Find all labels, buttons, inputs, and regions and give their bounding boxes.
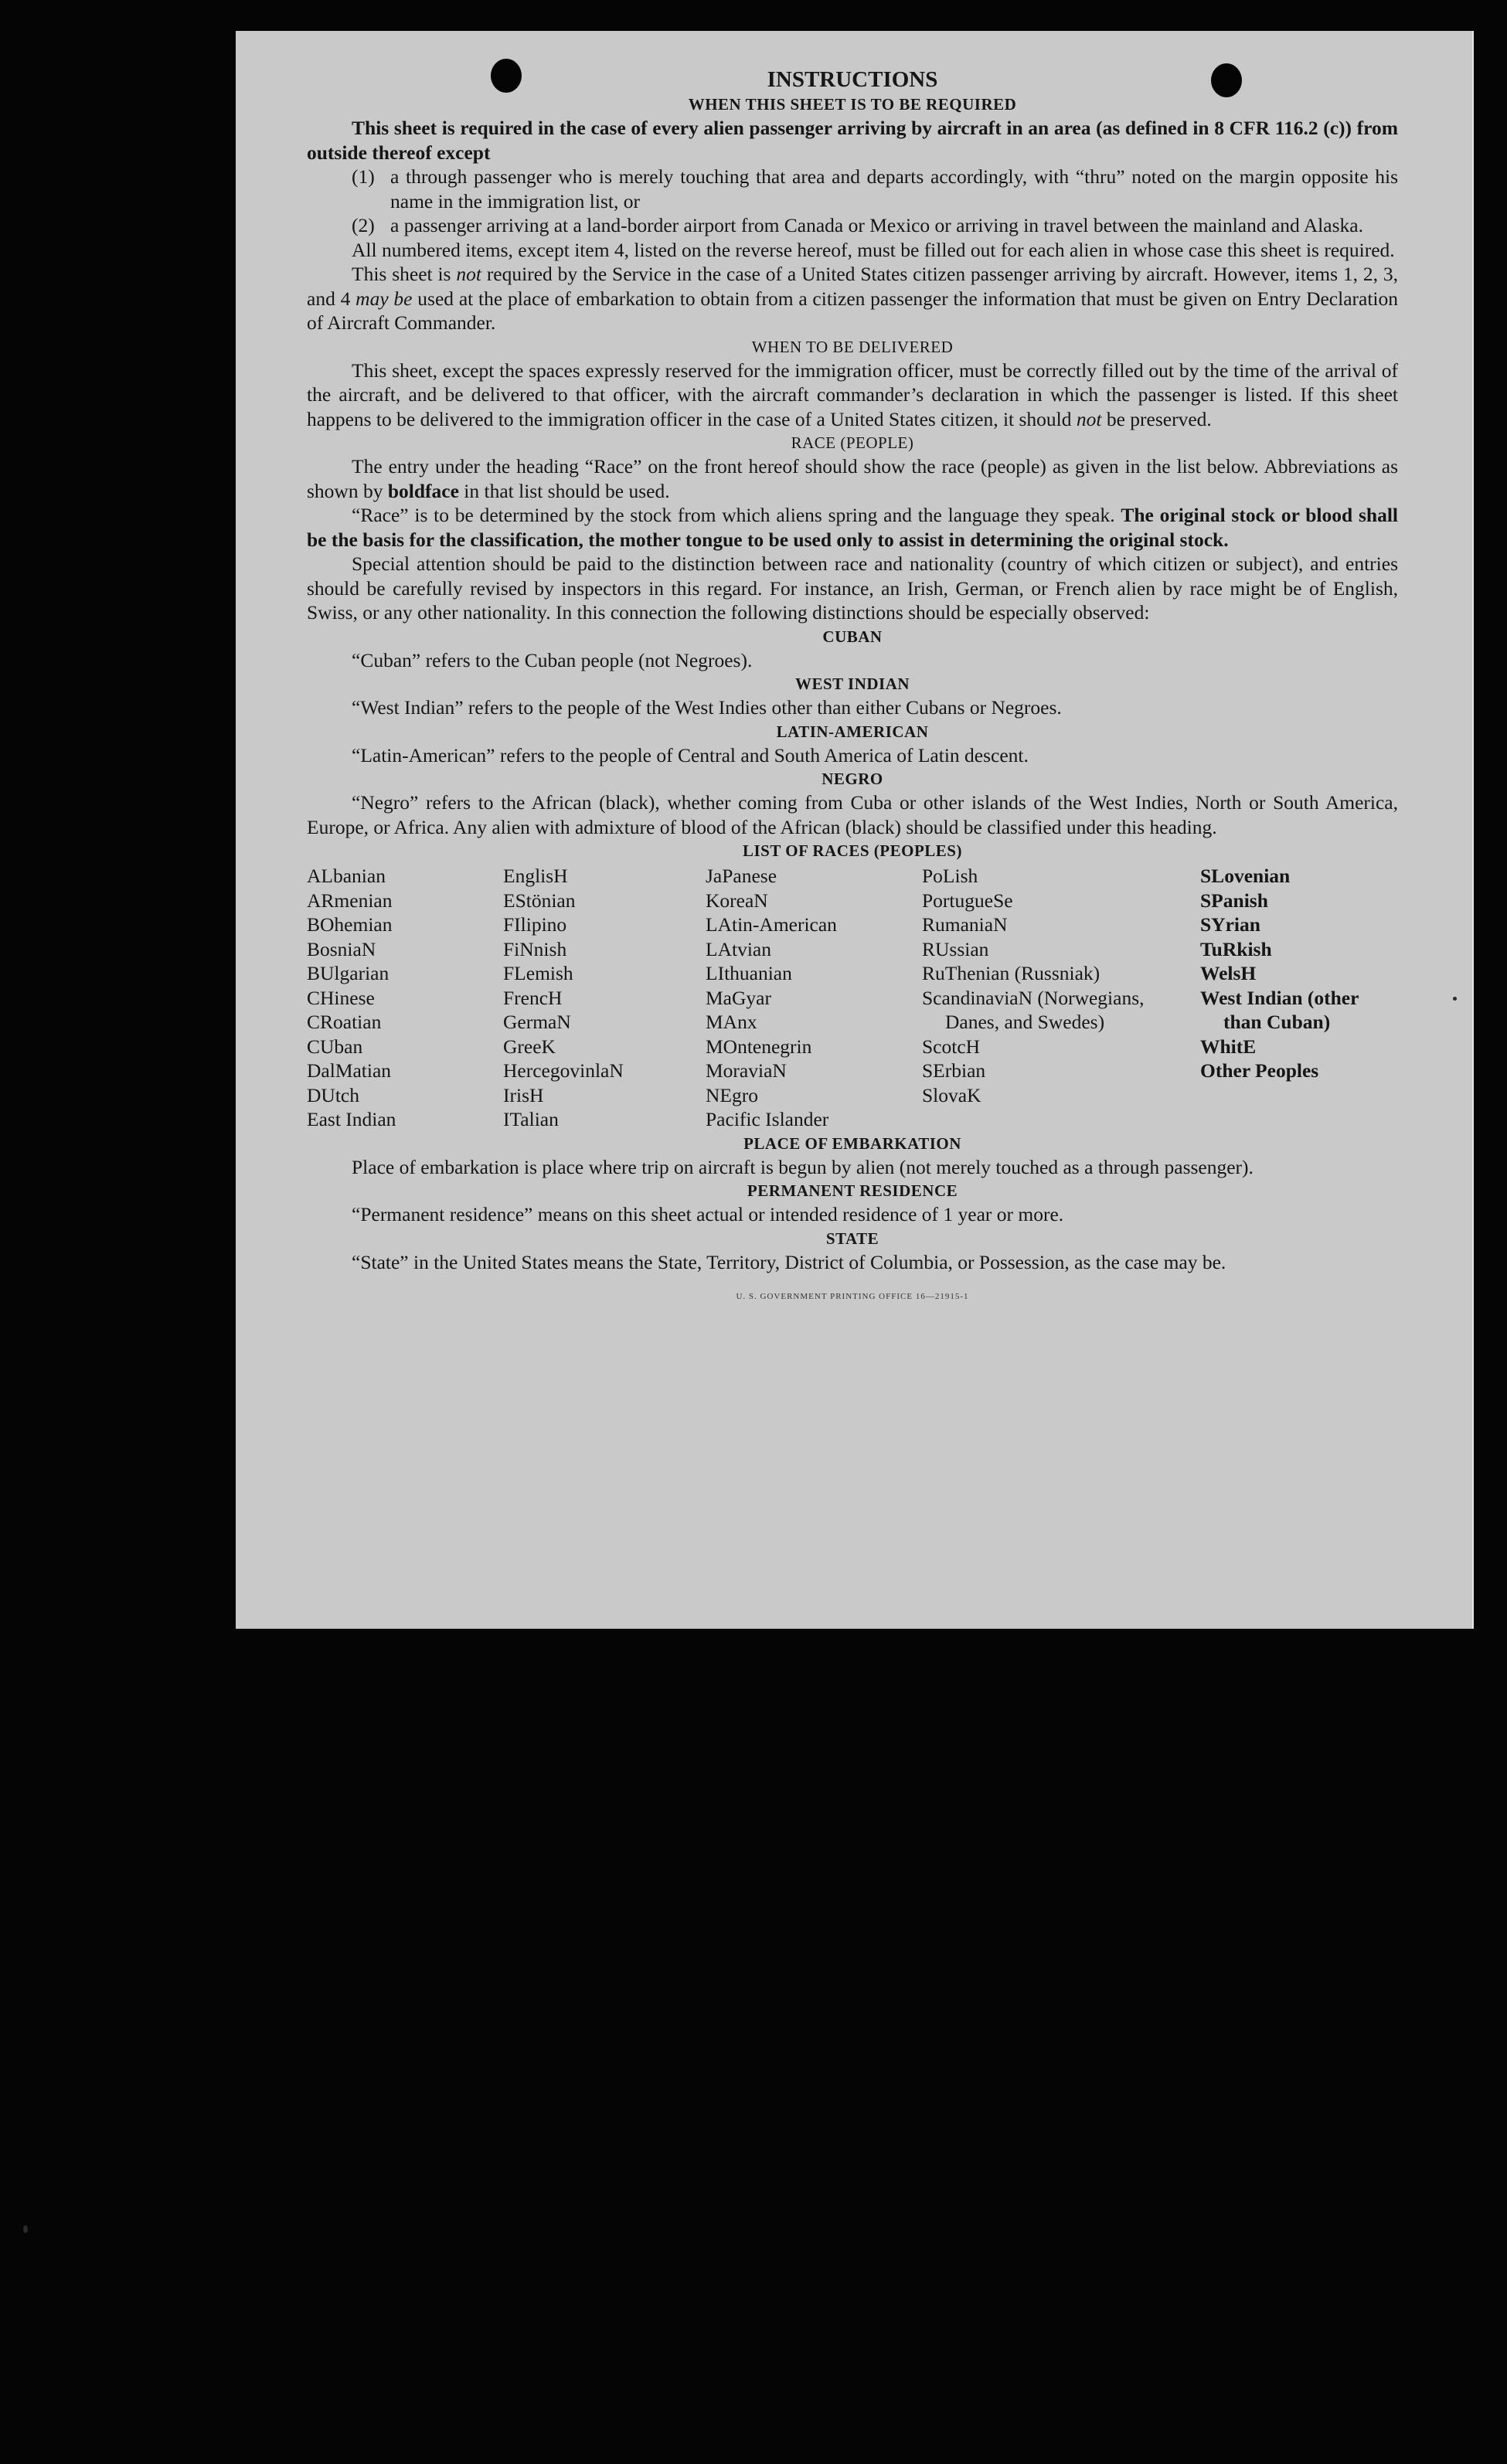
paragraph-delivered: This sheet, except the spaces expressly reserved for the immigration officer, must be correctly filled out by the time of the arrival of the aircraft, and be delivered to that officer, with the aircraft commander’s declaration in which the passenger is listed. If this sheet happens to be delivered to the immigration officer in the case of a United States citizen, it should not be preserved. [307, 359, 1398, 430]
page-title: INSTRUCTIONS [767, 67, 938, 92]
scan-speck [1453, 997, 1457, 1001]
race-entry: WhitE [1200, 1035, 1257, 1058]
heading-embarkation: PLACE OF EMBARKATION [743, 1133, 961, 1153]
race-entry: East Indian [307, 1108, 396, 1130]
paragraph-embarkation: Place of embarkation is place where trip on aircraft is begun by alien (not merely touched as a through passenger). [352, 1155, 1254, 1178]
race-entry: ARmenian [307, 889, 393, 912]
race-entry: DalMatian [307, 1059, 392, 1082]
item-number: (1) [352, 165, 375, 188]
race-entry: LAtin-American [706, 913, 837, 936]
races-column-4 [922, 864, 1200, 1132]
race-entry: BOhemian [307, 913, 393, 936]
race-entry: PoLish [922, 865, 978, 887]
item-text: a passenger arriving at a land-border airport from Canada or Mexico or arriving in travel between the mainland and Alaska. [390, 214, 1363, 236]
race-entry: EStönian [503, 889, 576, 912]
document-sheet [236, 31, 1474, 1629]
paragraph-negro: “Negro” refers to the African (black), whether coming from Cuba or other islands of the West Indies, North or South America, Europe, or Africa. Any alien with admixture of blood of the African (black) should be classified under this heading. [307, 791, 1398, 838]
race-entry: West Indian (other than Cuban) [1200, 986, 1359, 1033]
race-entry: LAtvian [706, 937, 771, 960]
race-entry: CRoatian [307, 1011, 382, 1033]
scan-speck [23, 2225, 28, 2233]
races-column-3 [706, 864, 922, 1132]
paragraph-race-nationality: Special attention should be paid to the distinction between race and nationality (country of which citizen or subject), and entries should be carefully revised by inspectors in this regard. For instance, an Irish, German, or French alien by race might be of English, Swiss, or any other nationality. In this connection the following distinctions should be especially observed: [307, 552, 1398, 624]
list-of-races [307, 864, 1398, 1132]
heading-latin-american: LATIN-AMERICAN [776, 722, 929, 741]
race-entry: Pacific Islander [706, 1108, 829, 1130]
race-entry: RUssian [922, 937, 989, 960]
race-entry: LIthuanian [706, 962, 792, 984]
exception-item-1 [352, 165, 1398, 213]
race-entry: ALbanian [307, 865, 386, 887]
race-entry: CUban [307, 1035, 363, 1058]
race-entry: EnglisH [503, 865, 568, 887]
paragraph-latin-american: “Latin-American” refers to the people of Central and South America of Latin descent. [352, 743, 1029, 766]
race-entry: Other Peoples [1200, 1059, 1319, 1082]
race-entry: NEgro [706, 1083, 758, 1106]
heading-west-indian: WEST INDIAN [794, 675, 910, 693]
heading-race: RACE (PEOPLE) [791, 433, 914, 452]
race-entry: TuRkish [1200, 937, 1272, 960]
race-entry: MOntenegrin [706, 1035, 812, 1058]
instructions-text [307, 66, 1398, 1310]
race-entry: GermaN [503, 1011, 571, 1033]
race-entry: PortugueSe [922, 889, 1013, 912]
race-entry: FLemish [503, 962, 573, 984]
item-number: (2) [352, 214, 375, 236]
paragraph-cuban: “Cuban” refers to the Cuban people (not Negroes). [352, 648, 753, 671]
race-entry: ScandinaviaN (Norwegians, Danes, and Swedes) [922, 986, 1145, 1033]
race-entry: WelsH [1200, 962, 1257, 984]
race-entry: HercegovinlaN [503, 1059, 624, 1082]
paragraph-required: This sheet is required in the case of every alien passenger arriving by aircraft in an area (as defined in 8 CFR 116.2 (c)) from outside thereof except [307, 117, 1398, 164]
race-entry: SErbian [922, 1059, 986, 1082]
race-entry: IrisH [503, 1083, 544, 1106]
paragraph-permanent-residence: “Permanent residence” means on this sheet actual or intended residence of 1 year or more. [352, 1203, 1064, 1225]
paragraph-race-stock: “Race” is to be determined by the stock from which aliens spring and the language they speak. The original stock or blood shall be the basis for the classification, the mother tongue to be used only to assist in determining the original stock. [307, 504, 1398, 551]
race-entry: RuThenian (Russniak) [922, 962, 1100, 984]
heading-cuban: CUBAN [822, 627, 883, 646]
heading-when-required: WHEN THIS SHEET IS TO BE REQUIRED [688, 95, 1017, 114]
races-column-2 [503, 864, 706, 1132]
race-entry: DUtch [307, 1083, 359, 1106]
race-entry: SPanish [1200, 889, 1268, 912]
race-entry: KoreaN [706, 889, 768, 912]
race-entry: MoraviaN [706, 1059, 787, 1082]
heading-list-of-races: LIST OF RACES (PEOPLES) [743, 841, 962, 860]
printer-imprint: U. S. GOVERNMENT PRINTING OFFICE 16—21915-1 [736, 1292, 969, 1301]
race-entry: SYrian [1200, 913, 1260, 936]
race-entry: MAnx [706, 1011, 757, 1033]
race-entry: JaPanese [706, 865, 777, 887]
race-entry: GreeK [503, 1035, 556, 1058]
races-column-1 [307, 864, 503, 1132]
race-entry: FiNnish [503, 937, 567, 960]
heading-when-delivered: WHEN TO BE DELIVERED [751, 337, 954, 356]
race-entry: BosniaN [307, 937, 376, 960]
races-column-5 [1200, 864, 1398, 1132]
item-text: a through passenger who is merely touching that area and departs accordingly, with “thru” noted on the margin opposite his name in the immigration list, or [390, 165, 1398, 212]
race-entry: BUlgarian [307, 962, 390, 984]
heading-state: STATE [825, 1229, 879, 1248]
race-entry: SlovaK [922, 1083, 981, 1106]
paragraph-state: “State” in the United States means the State, Territory, District of Columbia, or Possession, as the case may be. [352, 1250, 1226, 1273]
heading-permanent-residence: PERMANENT RESIDENCE [747, 1181, 958, 1200]
race-entry: SLovenian [1200, 865, 1291, 887]
exception-item-2 [352, 213, 1398, 238]
heading-negro: NEGRO [822, 770, 883, 788]
paragraph-numbered-items: All numbered items, except item 4, listed on the reverse hereof, must be filled out for each alien in whose case this sheet is required. [352, 238, 1395, 261]
race-entry: CHinese [307, 986, 375, 1009]
paragraph-citizen: This sheet is not required by the Service in the case of a United States citizen passenger arriving by aircraft. However, items 1, 2, 3, and 4 may be used at the place of embarkation to obtain from a citizen passenger the information that must be given on Entry Declaration of Aircraft Commander. [307, 263, 1399, 334]
race-entry: ITalian [503, 1108, 559, 1130]
race-entry: FrencH [503, 986, 563, 1009]
race-entry: ScotcH [922, 1035, 981, 1058]
race-entry: FIlipino [503, 913, 567, 936]
race-entry: RumaniaN [922, 913, 1008, 936]
paragraph-west-indian: “West Indian” refers to the people of the West Indies other than either Cubans or Negroes. [352, 696, 1062, 719]
race-entry: MaGyar [706, 986, 771, 1009]
paragraph-race-entry: The entry under the heading “Race” on the front hereof should show the race (people) as given in the list below. Abbreviations as shown by boldface in that list should be used. [307, 455, 1398, 502]
